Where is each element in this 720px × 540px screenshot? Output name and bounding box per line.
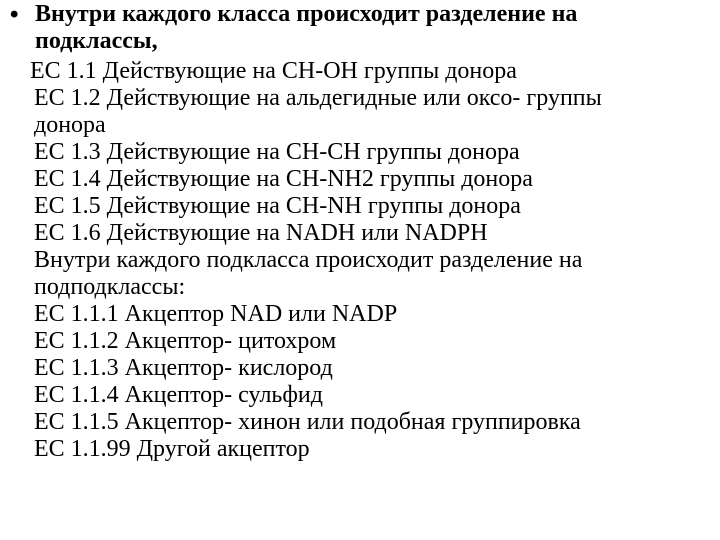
heading-line-1: Внутри каждого класса происходит разделение на xyxy=(35,1,578,27)
subclass-line-ec-1-4: EC 1.4 Действующие на CH-NH2 группы донора xyxy=(34,166,533,192)
subclass-line-ec-1-6: EC 1.6 Действующие на NADH или NADPH xyxy=(34,220,488,246)
heading-line-2: подклассы, xyxy=(35,28,158,54)
subsubclass-intro-line-1: Внутри каждого подкласса происходит разделение на xyxy=(34,247,583,273)
subsubclass-intro-line-2: подподклассы: xyxy=(34,274,186,300)
subclass-line-ec-1-3: EC 1.3 Действующие на CH-CH группы донора xyxy=(34,139,520,165)
subclass-line-ec-1-2: EC 1.2 Действующие на альдегидные или оксо- группы xyxy=(34,85,602,111)
subclass-line-ec-1-2-cont: донора xyxy=(34,112,106,138)
subsubclass-line-ec-1-1-2: EC 1.1.2 Акцептор- цитохром xyxy=(34,328,337,354)
subsubclass-line-ec-1-1-5: EC 1.1.5 Акцептор- хинон или подобная группировка xyxy=(34,409,581,435)
subsubclass-line-ec-1-1-3: EC 1.1.3 Акцептор- кислород xyxy=(34,355,333,381)
subsubclass-line-ec-1-1-99: EC 1.1.99 Другой акцептор xyxy=(34,436,310,462)
subclass-line-ec-1-5: EC 1.5 Действующие на CH-NH группы донора xyxy=(34,193,521,219)
subsubclass-line-ec-1-1-4: EC 1.1.4 Акцептор- сульфид xyxy=(34,382,323,408)
subclass-line-ec-1-1: EC 1.1 Действующие на CH-OH группы донора xyxy=(30,58,517,84)
bullet-dot-icon: • xyxy=(10,1,19,28)
subsubclass-line-ec-1-1-1: EC 1.1.1 Акцептор NAD или NADP xyxy=(34,301,398,327)
